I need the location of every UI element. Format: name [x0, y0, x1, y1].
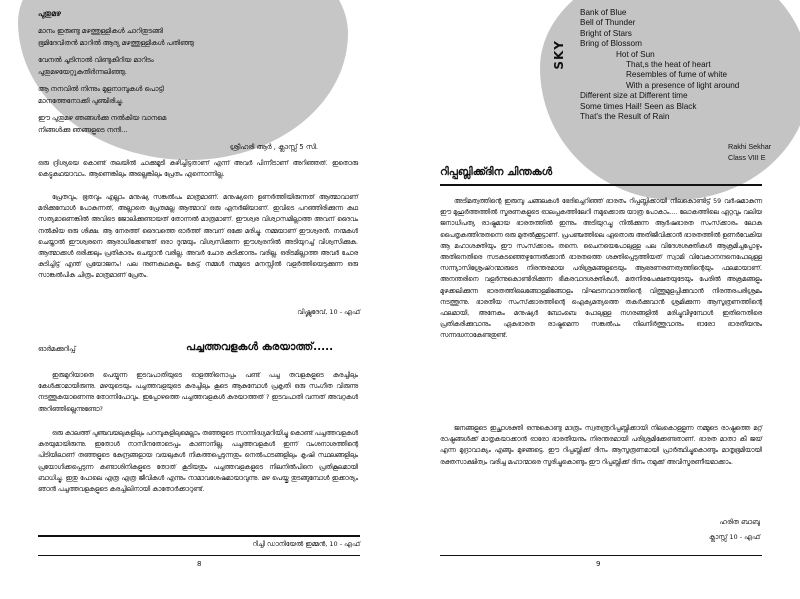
section-author: റിച്ചി ഡാനിയേൽ ഇമ്മൻ, 10 - എഫ്: [252, 540, 360, 548]
poem-line: Bell of Thunder: [580, 18, 636, 28]
poem-line: Resembles of fume of white: [626, 70, 728, 80]
poem-stanza: ആ നനവിൽ നിന്നും മുളനാമ്പുകൾ പൊട്ടി മാനത്തേനോക്കി പുഞ്ചിരിച്ചു.: [38, 84, 164, 105]
poem-stanza: വേനൽ ചൂടിനാൽ വിണ്ടുകീറിയ മാറിടം പുതുമഴയേറ്റുകുതിർന്നലിഞ്ഞു.: [38, 55, 154, 76]
section-category: ഓർമക്കുറിപ്പ്: [38, 345, 76, 353]
sky-author-name: Rakhi Sekhar: [728, 142, 772, 151]
sky-heading: SKY: [552, 40, 566, 70]
article-title: റിപ്പബ്ലിക്ക്ദിന ചിന്തകൾ: [440, 166, 553, 178]
poem-line: Different size at Different time: [580, 91, 688, 101]
section-title: പച്ചത്തവളകൾ കരയാത്ത്.....: [186, 341, 334, 353]
essay-paragraph: ഒരു ദ്രിശ്യയെ കൊണ്ട് തലയിൽ ചാക്കുമൂടി കുഴിച്ചിട്ടതാണ് എന്ന് അവർ പിന്നീടാണ് അറിഞ്ഞത്. ഇതൊരു കെട്ടുകഥയാവാം. ആണെങ്കിലും അല്ലെങ്കിലും പ്രേതം എന്നൊന്നില്ല.: [38, 160, 358, 179]
poem-line: Some times Hail! Seen as Black: [580, 101, 697, 111]
poem-line: With a presence of light around: [626, 80, 740, 90]
page-number: 9: [596, 560, 601, 568]
right-page: [400, 0, 800, 599]
section-paragraph: ഇരുമുറിയാതെ പെയ്യുന്ന ഇടവപാതിയുടെ ഓളത്തിനൊപ്പം പണ്ട് പച്ച തവളകളുടെ കരച്ചിലും കേൾക്കാമായിരുന്നു. മഴയുടെയും പച്ചത്തവളയുടെ കരച്ചിലും കൂടെ ആകുമ്പോൾ പ്രകൃതി ഒരു സംഗീത വിരുന്നു നടത്തുകയാണെന്നു തോന്നിപോവും. ഇപ്പോഴത്തെ പച്ചത്തവളകൾ കരയാത്തത്‌ ? ഇടവപാതി വന്നത് അവറ്റകൾ അറിഞ്ഞില്ലെന്നുണ്ടോ?: [38, 372, 358, 413]
poem-author: ശ്രീഹരി ആർ , ക്ലാസ്സ് 5 സി.: [229, 142, 318, 151]
poem-title: പുതുമഴ: [38, 9, 61, 18]
sky-poem: [580, 8, 739, 122]
page-number: 8: [197, 560, 202, 568]
poem-line: Bank of Blue: [580, 8, 627, 17]
article-author: ഹരിത ബാബു: [719, 518, 760, 526]
poem-stanza: ഈ പുതുമഴ ഞങ്ങൾക്കു നൽകിയ വാനമെ നിങ്ങൾക്കു ഞങ്ങളുടെ നന്ദി...: [38, 113, 167, 134]
poem-putumazha: [38, 8, 328, 153]
article-paragraph: അടിമത്വത്തിന്റെ ഇരുമ്പു ചങ്ങലകൾ ഭേദിച്ചെറിഞ്ഞ് ഭാരതം റിപ്പബ്ലിക്കായി നിലകൊണ്ടിട്ട് 59 വർഷമാകുന്ന ഈ മുഹൂർത്തത്തിൽ സ്മരണകളുടെ ഓലപ്പകത്തിലേറി നമുക്കൊരു യാത്ര പോകാം.... ലോകത്തിലെ ഏറ്റവും വലിയ ജനാധിപത്യ രാഷ്ട്രമായ ഭാരതത്തിൽ ഇന്നും അടിയുറച്ചു നിൽക്കുന്ന ആർഷഭാരത സംസ്‌ക്കാരം ലോക പൈതൃകത്തിനുതന്നെ ഒരു മുതൽക്കൂട്ടാണ്. പ്രപഞ്ചത്തിലെ ഏതൊരു അതിജീവിക്കാൻ ഭാരതത്തിൽ ഉണർവേകിയ ആ മഹാശക്തിയും ഈ സംസ്‌ക്കാരം തന്നെ. ചൈനയെപോലുള്ള പല വിദേശശക്തികൾ ആക്രമിച്ചപ്പോഴും അതിനെതിരെ സടകുടഞ്ഞെഴുന്നേൽക്കാൻ ഭാരതത്തെ ശക്തിപ്പെടുത്തിയത് സ്വാമി വിവേകാനന്ദനെപോലുള്ള സന്ന്യാസിശ്രേഷ്‌ഠന്മാരുടെ നിരന്തരമായ പരിശ്രമങ്ങളുടെയും ആഭരണരണത്വത്തിന്റെയും ഫലമായാണ്. അനന്തരിനെ വളർന്നുകൊണ്ടിരിക്കുന്ന ഭീകരവാദശക്തികൾ, മതനിരപേക്ഷതയുടേയും പേരിൽ അക്രമങ്ങളും മുഴക്കലിക്കുന്ന ഭാരതത്തിലെങ്ങോളമിങ്ങോളം വിഘടനവാദത്തിന്റെ വിത്തുമുളപ്പിക്കുവാൻ നിരന്തരപരിശ്രമം നടത്തുന്നു. ഭാരതീയ സംസ്‌ക്കാരത്തിന്റെ ഐക്യമത്യത്തെ തകർക്കുവാൻ ശ്രമിക്കുന്ന ആസൂത്രണത്തിന്റെ ഫലമായി, അനേകം മനുഷ്യർ ബോംബെ പോലുള്ള നഗരങ്ങളിൽ മരിച്ചുവീഴുമ്പോൾ ഇതിനെതിരെ പ്രതികരിക്കുവാനും ഏകഭാരത രാഷ്ട്രമെന്ന സങ്കൽപം നിലനിർത്തുവാനും ഓരോ ഭാരതീയനും സന്നദ്ധനാകേണ്ടതുണ്ട്.: [440, 198, 762, 340]
poem-stanza: മാനം ഇരുണ്ടു മഴത്തുള്ളികൾ ചാറിതുടങ്ങി ഭൂമിദേവിതൻ മാറിൽ ആദ്യ മഴത്തുള്ളികൾ പതിഞ്ഞു: [38, 26, 194, 47]
divider: [38, 555, 360, 556]
divider: [440, 184, 762, 186]
divider: [38, 535, 360, 537]
essay-author: വിഷ്ണുദേവ്, 10 - എഫ്: [297, 308, 360, 316]
poem-line: That,s the heat of heart: [626, 60, 711, 70]
essay-paragraph: പ്രേതവും, ഭൂതവും എല്ലാം മനുഷ്യ സങ്കൽപം മാത്രമാണ്. മനുഷ്യനെ ഉണർത്തിയിരുന്നത് ആത്മാവാണ് മരിക്കുമ്പോൾ പോകുന്നത്, അല്ലാതെ പ്രേതമല്ല ആത്മാവ് ഒരു എനർജിയാണ്. ഇവിടെ പറഞ്ഞിരിക്കുന്ന കഥ സത്യമാണെങ്കിൽ അവിടെ ജോലിക്കുണ്ടായത് തോന്നൽ മാത്രമാണ്. ഈശ്വര വിശ്വാസമില്ലാത്ത അവന് ദൈവം നൽകിയ ഒരു ശിക്ഷ. ആ നേരത്ത് ദൈവത്തെ ഓർത്ത് അവന് ഒക്കേ മരിച്ചു. നമ്മയാണ് ഈശ്വരൻ. നന്മകൾ ചെയ്താൽ ഈശ്വരനെ ആരാധിക്കേണ്ടത് ഒരാ ദുന്മയും വിശ്വസിക്കുന്ന ഈശ്വരനിൽ അടിയുറച്ച് വിശ്വസിക്കുക. ആത്മാക്കൾ ഒരിക്കലും പ്രതികാരം ചെയ്യാൻ വരില്ല. അവർ ചോര കുടിക്കാനും വരില്ല. ഒരിടമില്ലാത്ത അവർ ചോര കുടിച്ചിട്ട് എന്ത് പ്രയോജനം! പല നുണകഥകളും കേട്ട് നമ്മൾ നമ്മുടെ മനസ്സിൽ വളർത്തിയെടുക്കുന്ന ഒരു സാങ്കൽപിക ചിത്രം മാത്രമാണ് പ്രേതം.: [38, 194, 358, 280]
article-paragraph: ജനങ്ങളുടെ ഇച്ഛാശക്തി ഒന്നുകൊണ്ടു മാത്രം സ്വതന്ത്രറിപ്പബ്ലിക്കായി നിലകൊള്ളുന്ന നമ്മുടെ രാഷ്ട്രത്തെ മറ്റ് രാഷ്ട്രങ്ങൾക്ക് മാതൃകയാക്കാൻ ഓരോ ഭാരതീയനും നിരന്തരമായി പരിശ്രമിക്കേണ്ടതാണ്. ഭാരത മാതാ കീ ജയ് എന്ന മുദ്രാവാക്യം എങ്ങും മുഴങ്ങട്ടെ. ഈ റിപ്പബ്ലിക്ക് ദിനം ആസൂത്രണമായി പ്രാർത്ഥിച്ചുകൊണ്ടും മാതൃഭൂമിയായി രക്തസാക്ഷിത്വം വരിച്ച മഹാന്മാരെ സ്മരിച്ചുകൊണ്ടും ഈ റിപ്പബ്ലിക്ക് ദിനം നമുക്ക് അവിസ്മരണീയമാക്കാം.: [440, 425, 762, 466]
poem-line: Bright of Stars: [580, 28, 632, 38]
article-author-class: ക്ലാസ്സ് 10 - എഫ്: [708, 533, 760, 541]
section-paragraph: ഒരു കാലത്ത് പുഞ്ചവയലുകളിലും പറമ്പുകളിലുമെല്ലാം തഞ്ഞളുടെ സാന്നിദ്ധ്യമറിയിച്ചു കൊണ്ട് പച്ചത്തവളകൾ കരയുമായിരുന്നു. ഇതോൾ നാസീനതോടെപ്പം കാണാനില്ല. പച്ചത്തവളകൾ ഇന്ന് വംശനാശത്തിന്റെ പിടിയിലാണ് തഞ്ഞളുടെ കേന്ദ്രങ്ങളായ വയലുകൾ നികത്തപ്പെടുന്നതും നെൽപാടങ്ങളിലും കൃഷി സ്ഥലങ്ങളിലും പ്രയോഗിക്കപ്പെടുന്ന കണ്ടാശിനികളുടെ തോത് കൂടിയതും പച്ചത്തവളകളുടെ നിലനിൽപിനെ പ്രതികൂലമായി ബാധിച്ചു. ഇതു പോലെ എത്ര എത്ര ജീവികൾ എന്നും നാമാവശേഷമായാവുന്നു. മഴ പെയ്തു തുടങ്ങുമ്പോൾ ഇക്കാര്യം ഞാൻ പച്ചത്തവളകളുടെ കരച്ചിലിനായി കാതോർക്കാറുണ്ട്.: [38, 430, 358, 494]
divider: [440, 555, 762, 556]
poem-line: Hot of Sun: [616, 49, 655, 59]
sky-author-class: Class VIII E: [728, 153, 766, 162]
poem-line: Bring of Blossom: [580, 39, 642, 49]
poem-line: That's the Result of Rain: [580, 112, 670, 122]
sky-author: [728, 141, 771, 163]
